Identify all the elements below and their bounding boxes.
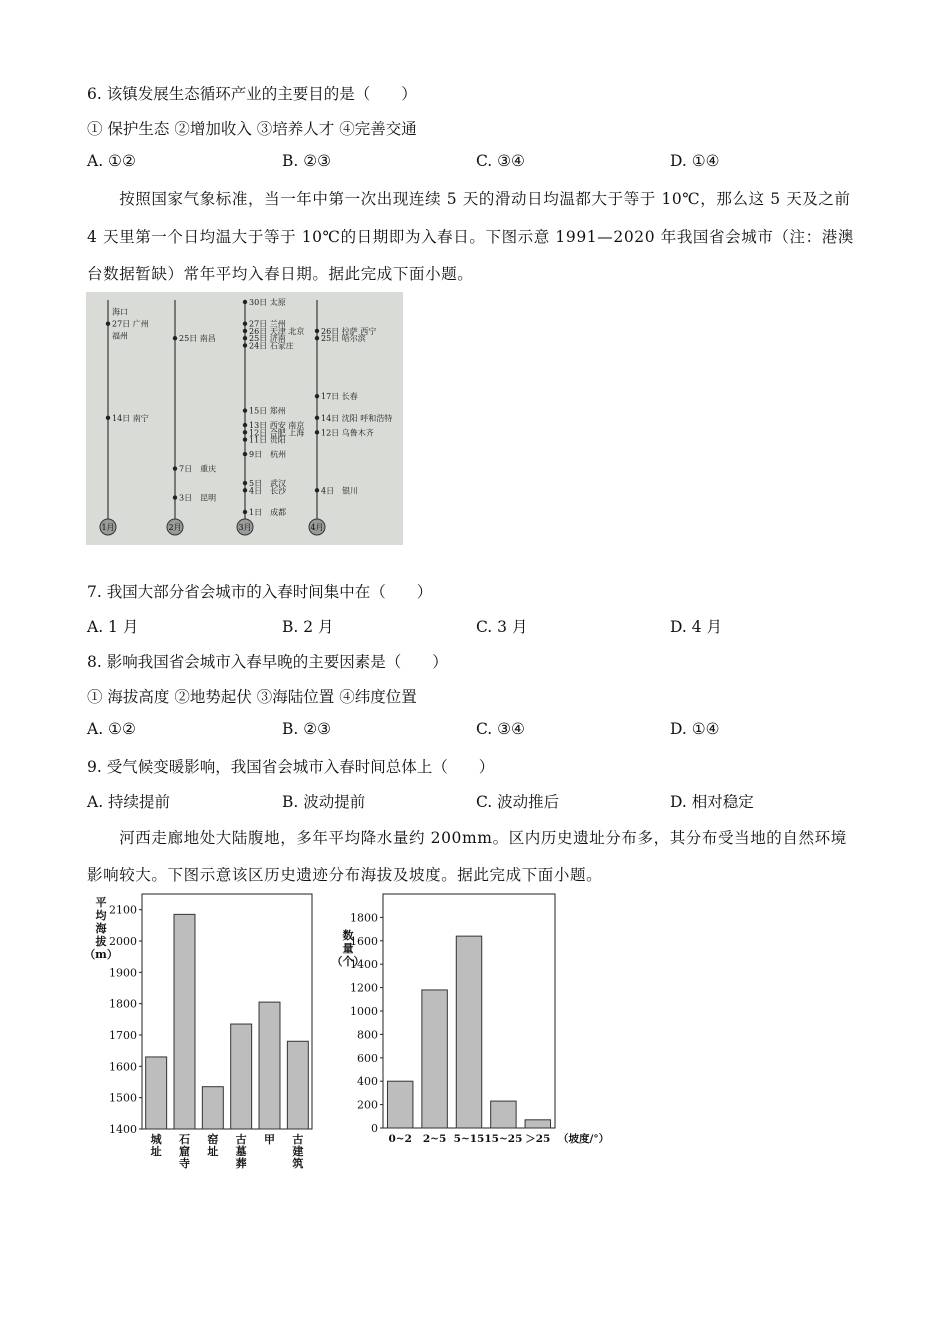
city-dot — [243, 452, 247, 456]
y-tick-label: 1800 — [109, 997, 137, 1011]
city-label: 26日 拉萨 西宁 — [321, 326, 377, 336]
city-dot — [315, 329, 319, 333]
q6-options — [87, 152, 867, 174]
y-tick-label: 1400 — [350, 958, 378, 972]
q8-option-b: B. ②③ — [282, 720, 332, 738]
bar — [146, 1057, 167, 1129]
city-label: 海口 — [112, 307, 128, 317]
bar — [287, 1041, 308, 1129]
city-label: 1日 成都 — [249, 508, 287, 517]
city-label: 25日 济南 — [249, 334, 286, 344]
q6-stem: 6. 该镇发展生态循环产业的主要目的是（ ） — [87, 85, 417, 103]
y-axis-label: 个） — [342, 955, 365, 968]
passage1-line1: 按照国家气象标准，当一年中第一次出现连续 5 天的滑动日均温都大于等于 10℃，那么这 5 天及之前 — [87, 190, 851, 208]
y-axis-label: 海 — [95, 922, 107, 935]
city-dot — [243, 437, 247, 441]
city-dot — [243, 488, 247, 492]
city-label: 25日 哈尔滨 — [321, 334, 366, 344]
q6-option-d: D. ①④ — [670, 152, 720, 170]
bar — [231, 1024, 252, 1129]
city-dot — [106, 416, 110, 420]
y-tick-label: 2000 — [109, 935, 137, 948]
x-tick-label: 址 — [150, 1145, 162, 1158]
passage2-line1: 河西走廊地处大陆腹地，多年平均降水量约 200mm。区内历史遗址分布多，其分布受当地的自然环境 — [87, 829, 847, 847]
city-label: 4日 长沙 — [249, 486, 287, 496]
y-tick-label: 200 — [357, 1098, 378, 1112]
q7-stem: 7. 我国大部分省会城市的入春时间集中在（ ） — [87, 583, 433, 601]
city-dot — [106, 322, 110, 326]
y-axis-label: （m） — [86, 948, 118, 961]
y-tick-label: 0 — [371, 1122, 378, 1135]
plot-frame — [142, 894, 312, 1129]
city-label: 9日 杭州 — [249, 450, 287, 460]
y-axis-label: 数 — [342, 929, 354, 942]
y-tick-label: 1800 — [350, 911, 378, 925]
q6-option-a: A. ①② — [87, 152, 136, 170]
spring-date-svg — [86, 292, 403, 545]
y-axis-label: 均 — [95, 909, 107, 922]
x-tick-label: 建 — [292, 1145, 304, 1158]
x-tick-label: 筑 — [292, 1157, 304, 1170]
bar — [174, 914, 195, 1129]
month-label: 1月 — [101, 523, 115, 532]
q9-option-a: A. 持续提前 — [87, 793, 171, 811]
y-tick-label: 1700 — [109, 1029, 137, 1042]
y-tick-label: 1000 — [350, 1005, 378, 1018]
city-dot — [315, 416, 319, 420]
y-tick-label: 800 — [357, 1028, 378, 1042]
city-label: 17日 长春 — [321, 392, 358, 402]
city-dot — [243, 300, 247, 304]
month-label: 3月 — [238, 523, 252, 532]
month-label: 2月 — [168, 523, 182, 532]
passage1-line2: 4 天里第一个日均温大于等于 10℃的日期即为入春日。下图示意 1991—2020 年我国省会城市（注：港澳 — [87, 228, 854, 246]
city-label: 3日 昆明 — [179, 493, 217, 503]
q7-option-c: C. 3 月 — [476, 618, 528, 636]
city-dot — [243, 336, 247, 340]
bar — [259, 1002, 280, 1129]
spring-date-figure — [86, 292, 403, 545]
slope-chart — [336, 890, 616, 1164]
city-label: 25日 南昌 — [179, 334, 216, 344]
q8-option-d: D. ①④ — [670, 720, 720, 738]
city-dot — [173, 336, 177, 340]
q8-options — [87, 720, 867, 742]
y-tick-label: 400 — [357, 1075, 378, 1089]
q7-option-b: B. 2 月 — [282, 618, 334, 636]
x-tick-label: 墓 — [235, 1145, 247, 1158]
x-tick-label: 址 — [207, 1145, 219, 1158]
city-dot — [243, 481, 247, 485]
q7-option-d: D. 4 月 — [670, 618, 723, 636]
bar — [491, 1101, 516, 1128]
q7-option-a: A. 1 月 — [87, 618, 139, 636]
x-tick-label: 0~2 — [388, 1133, 412, 1145]
q9-option-c: C. 波动推后 — [476, 793, 560, 811]
x-tick-label: 古 — [235, 1133, 247, 1146]
q8-option-c: C. ③④ — [476, 720, 525, 738]
city-label: 5日 武汉 — [249, 479, 287, 489]
x-tick-label: 窟 — [179, 1145, 190, 1158]
y-tick-label: 1600 — [350, 934, 378, 948]
q6-option-b: B. ②③ — [282, 152, 332, 170]
x-axis-label: （坡度/°） — [558, 1133, 610, 1145]
city-dot — [243, 430, 247, 434]
city-label: 7日 重庆 — [179, 464, 217, 474]
city-dot — [315, 488, 319, 492]
city-dot — [315, 394, 319, 398]
x-tick-label: 15~25 — [484, 1133, 523, 1145]
x-tick-label: 甲 — [264, 1133, 275, 1146]
altitude-chart — [86, 890, 326, 1184]
bar — [422, 990, 447, 1128]
bar — [456, 936, 481, 1128]
bar — [202, 1087, 223, 1129]
y-axis-label: 平 — [95, 896, 107, 909]
city-dot — [243, 408, 247, 412]
city-label: 12日 合肥 上海 — [249, 428, 305, 438]
city-label: 14日 南宁 — [112, 413, 149, 423]
city-label: 24日 石家庄 — [249, 341, 294, 351]
city-dot — [243, 343, 247, 347]
city-dot — [315, 430, 319, 434]
q8-option-a: A. ①② — [87, 720, 136, 738]
q9-stem: 9. 受气候变暖影响，我国省会城市入春时间总体上（ ） — [87, 758, 495, 776]
city-dot — [243, 329, 247, 333]
q6-items: ① 保护生态 ②增加收入 ③培养人才 ④完善交通 — [87, 120, 417, 138]
city-label: 12日 乌鲁木齐 — [321, 428, 374, 438]
month-label: 4月 — [310, 523, 324, 532]
passage1-line3: 台数据暂缺）常年平均入春日期。据此完成下面小题。 — [87, 265, 474, 283]
y-tick-label: 2100 — [109, 903, 137, 917]
x-tick-label: ＞25 — [525, 1133, 551, 1145]
city-label: 15日 郑州 — [249, 406, 286, 416]
y-tick-label: 1600 — [109, 1060, 137, 1074]
x-tick-label: 葬 — [235, 1157, 247, 1170]
city-label: 11日 贵阳 — [249, 435, 286, 445]
bar — [525, 1120, 550, 1128]
city-label: 27日 兰州 — [249, 319, 286, 329]
passage2-line2: 影响较大。下图示意该区历史遗迹分布海拔及坡度。据此完成下面小题。 — [87, 866, 603, 884]
slope-chart-svg — [336, 890, 616, 1160]
city-label: 福州 — [112, 331, 128, 341]
q9-option-b: B. 波动提前 — [282, 793, 366, 811]
x-tick-label: 寺 — [179, 1157, 190, 1170]
q9-option-d: D. 相对稳定 — [670, 793, 754, 811]
q9-options — [87, 790, 867, 812]
city-dot — [173, 495, 177, 499]
altitude-chart-svg — [86, 890, 326, 1180]
city-label: 13日 西安 南京 — [249, 421, 305, 431]
y-axis-label: 拔 — [95, 935, 107, 948]
x-tick-label: 5~15 — [453, 1133, 485, 1145]
y-tick-label: 1500 — [109, 1091, 137, 1105]
city-label: 26日 天津 北京 — [249, 326, 305, 336]
x-tick-label: 石 — [179, 1133, 190, 1146]
x-tick-label: 窑 — [207, 1133, 219, 1146]
bar — [387, 1081, 412, 1128]
city-dot — [243, 322, 247, 326]
q6-option-c: C. ③④ — [476, 152, 525, 170]
city-label: 4日 银川 — [321, 486, 359, 496]
q8-items: ① 海拔高度 ②地势起伏 ③海陆位置 ④纬度位置 — [87, 688, 417, 706]
q7-options — [87, 615, 867, 637]
q8-stem: 8. 影响我国省会城市入春早晚的主要因素是（ ） — [87, 653, 448, 671]
city-label: 14日 沈阳 呼和浩特 — [321, 413, 393, 423]
y-tick-label: 600 — [357, 1051, 378, 1065]
city-dot — [243, 510, 247, 514]
y-tick-label: 1900 — [109, 966, 137, 980]
x-tick-label: 2~5 — [422, 1133, 447, 1145]
x-tick-label: 城 — [150, 1133, 162, 1146]
city-dot — [315, 336, 319, 340]
city-label: 27日 广州 — [112, 319, 149, 329]
y-tick-label: 1200 — [350, 981, 378, 995]
city-dot — [243, 423, 247, 427]
city-label: 30日 太原 — [249, 298, 286, 307]
x-tick-label: 古 — [292, 1133, 304, 1146]
y-tick-label: 1400 — [109, 1123, 137, 1136]
y-axis-label: 量 — [342, 942, 354, 955]
city-dot — [173, 466, 177, 470]
